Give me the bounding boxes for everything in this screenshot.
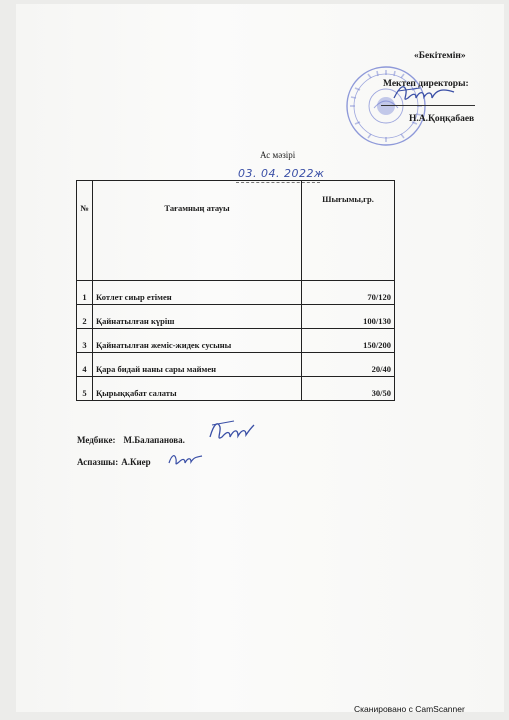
dish-yield: 100/130: [302, 305, 395, 329]
document-title: Ас мәзірі: [260, 150, 296, 160]
row-number: 3: [77, 329, 93, 353]
director-signature: [390, 82, 458, 106]
scanner-watermark: Сканировано с CamScanner: [354, 704, 465, 714]
dish-yield: 30/50: [302, 377, 395, 401]
document-page: [16, 4, 504, 712]
row-number: 1: [77, 281, 93, 305]
table-row: [77, 329, 395, 353]
dish-name: Қайнатылған жеміс-жидек сусыны: [93, 329, 302, 353]
dish-name: Қырыққабат салаты: [93, 377, 302, 401]
dish-yield: 20/40: [302, 353, 395, 377]
dish-name: Котлет сиыр етімен: [93, 281, 302, 305]
dish-name: Қара бидай наны сары маймен: [93, 353, 302, 377]
nurse-signature: [206, 417, 256, 447]
table-header-row: [77, 181, 395, 281]
cook-name: А.Киер: [121, 457, 151, 467]
nurse-label: Медбике:: [77, 435, 116, 445]
header-dish-name: Тағамның атауы: [93, 181, 302, 281]
row-number: 2: [77, 305, 93, 329]
cook-line: [77, 457, 151, 467]
row-number: 4: [77, 353, 93, 377]
table-row: [77, 281, 395, 305]
header-yield: Шығымы,гр.: [302, 181, 395, 281]
table-row: [77, 305, 395, 329]
approval-role: Мектеп директоры:: [383, 79, 469, 89]
nurse-name: М.Балапанова.: [123, 435, 185, 445]
official-seal-stamp: [344, 64, 428, 148]
nurse-line: [77, 435, 185, 445]
dish-name: Қайнатылған күріш: [93, 305, 302, 329]
cook-signature: [166, 450, 206, 468]
table-row: [77, 353, 395, 377]
menu-table: [76, 180, 395, 401]
approval-name: Н.А.Қоңқабаев: [409, 114, 475, 124]
header-number: №: [77, 181, 93, 281]
cook-label: Аспазшы:: [77, 457, 119, 467]
row-number: 5: [77, 377, 93, 401]
dish-yield: 150/200: [302, 329, 395, 353]
dish-yield: 70/120: [302, 281, 395, 305]
table-row: [77, 377, 395, 401]
document-date: 03. 04. 2022ж: [238, 167, 325, 180]
approval-title: «Бекітемін»: [414, 51, 466, 61]
